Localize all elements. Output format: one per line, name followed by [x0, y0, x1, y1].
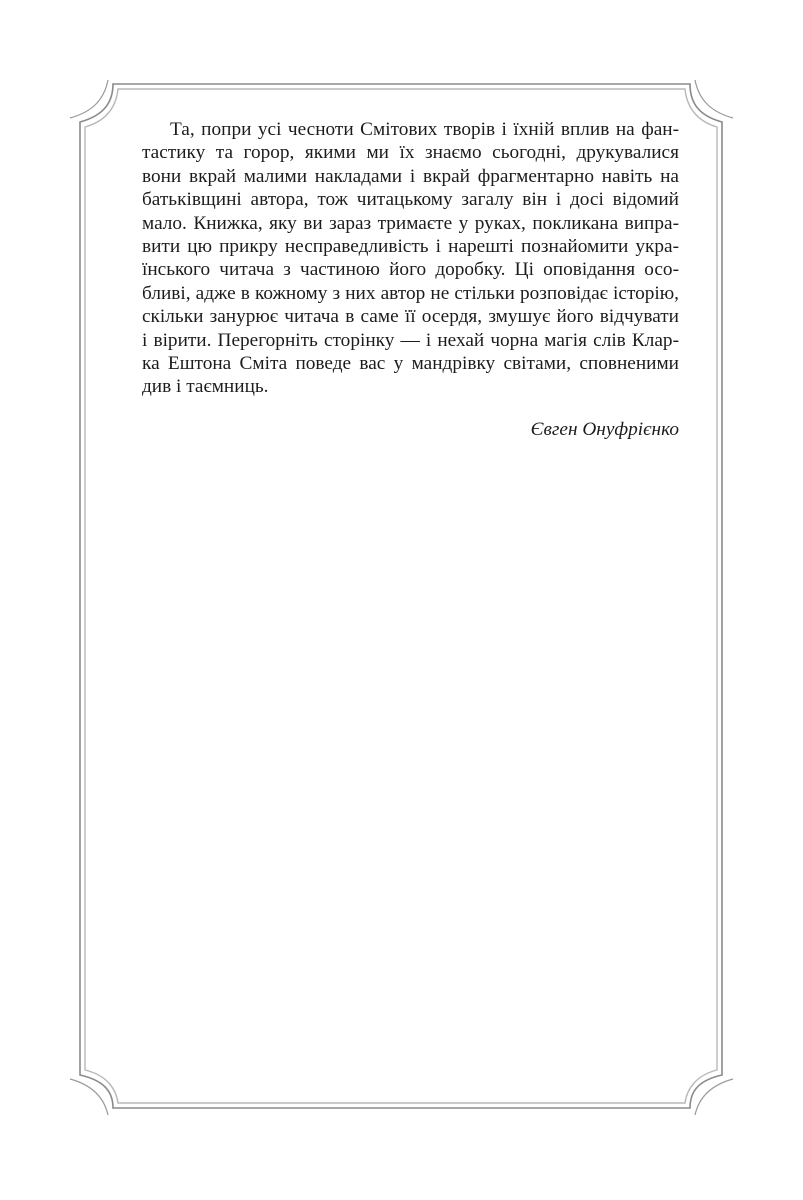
paragraph-line: вони вкрай малими накладами і вкрай фрагментарно навіть на	[142, 165, 679, 187]
paragraph-line: ка Ештона Сміта поведе вас у мандрівку світами, сповненими	[142, 353, 679, 375]
paragraph-line: вити цю прикру несправедливість і нарешті познайомити укра-	[142, 236, 679, 258]
paragraph-line: Та, попри усі чесноти Смітових творів і їхній вплив на фан-	[170, 119, 679, 140]
paragraph-line: див і таємниць.	[142, 376, 269, 398]
paragraph-line: і вірити. Перегорніть сторінку — і нехай чорна магія слів Клар-	[142, 329, 679, 351]
body-text-block	[114, 118, 679, 441]
paragraph-line: батьківщині автора, тож читацькому загалу він і досі відомий	[142, 189, 679, 211]
body-paragraph	[114, 118, 679, 399]
paragraph-line: мало. Книжка, яку ви зараз тримаєте у руках, покликана випра-	[142, 212, 679, 234]
corner-ornament-top-right	[695, 80, 733, 118]
paragraph-line: тастику та горор, якими ми їх знаємо сьогодні, друкувалися	[142, 142, 679, 164]
corner-ornament-top-left	[70, 80, 108, 118]
paragraph-line: їнського читача з частиною його доробку. Ці оповідання осо-	[142, 259, 679, 281]
paragraph-line: бливі, адже в кожному з них автор не стільки розповідає історію,	[142, 282, 679, 304]
paragraph-line: скільки занурює читача в саме її осердя, змушує його відчувати	[142, 306, 679, 328]
author-signature: Євген Онуфрієнко	[530, 418, 679, 440]
